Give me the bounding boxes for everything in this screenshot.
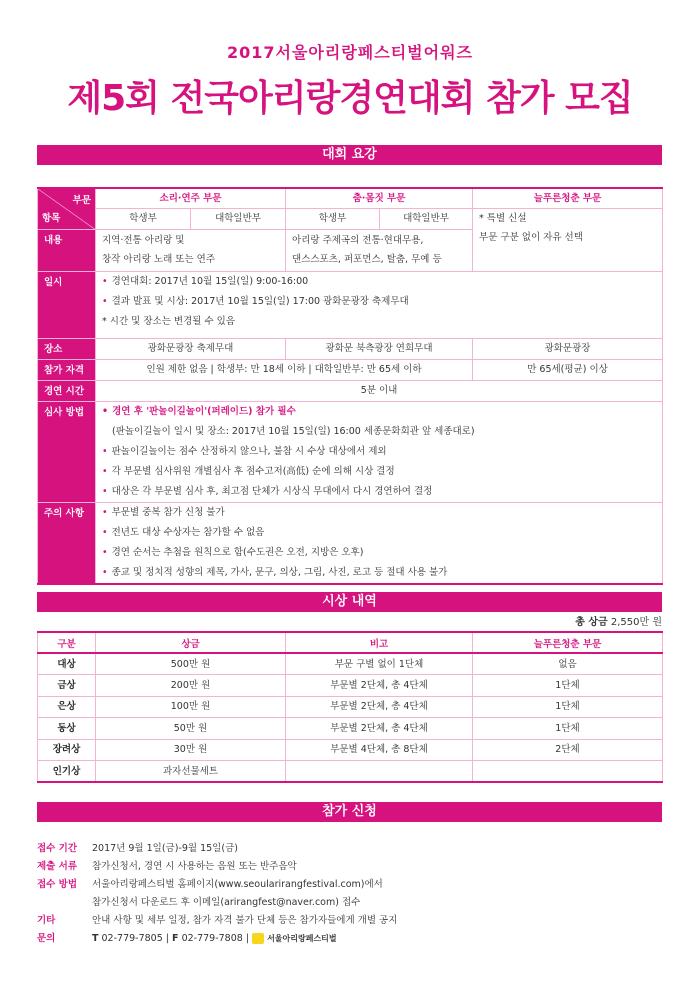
prize-cell: 부문 구별 없이 1단체 bbox=[286, 653, 473, 675]
page-title: 제5회 전국아리랑경연대회 참가 모집 bbox=[67, 78, 633, 119]
row-label: 접수 방법 bbox=[37, 879, 78, 890]
section-bar-apply: 참가 신청 bbox=[37, 802, 662, 822]
prize-row bbox=[38, 718, 663, 740]
judging-item: • 경연 후 '판놀이길놀이'(퍼레이드) 참가 필수 bbox=[102, 402, 656, 422]
date-item: • 경연대회: 2017년 10월 15일(일) 9:00-16:00 bbox=[102, 272, 656, 292]
note-item: • 부문별 중복 참가 신청 불가 bbox=[102, 503, 656, 523]
row-value: 2017년 9월 1일(금)-9월 15일(금) bbox=[92, 843, 238, 854]
col-header: 구분 bbox=[38, 632, 96, 653]
label-venue: 장소 bbox=[38, 338, 96, 359]
venue: 광화문광장 축제무대 bbox=[96, 338, 286, 359]
tel: 02-779-7805 bbox=[101, 933, 163, 944]
prize-cell: 과자선물세트 bbox=[96, 761, 286, 783]
special-note: 부문 구분 없이 자유 선택 bbox=[479, 232, 583, 243]
apply-row bbox=[37, 858, 397, 876]
prize-cell: 부문별 2단체, 총 4단체 bbox=[286, 675, 473, 697]
content-line: 댄스스포츠, 퍼포먼스, 탈춤, 무예 등 bbox=[292, 254, 442, 265]
fax-prefix: F bbox=[172, 933, 179, 944]
date-item: • 결과 발표 및 시상: 2017년 10월 15일(일) 17:00 광화문광장 축제무대 bbox=[102, 292, 656, 312]
col-header: 비고 bbox=[286, 632, 473, 653]
judging-item: • 각 부문별 심사위원 개별심사 후 점수고저(高低) 순에 의해 시상 결정 bbox=[102, 462, 656, 482]
content-line: 지역·전통 아리랑 및 bbox=[102, 235, 185, 246]
apply-row bbox=[37, 840, 397, 858]
prize-name: 대상 bbox=[38, 653, 96, 675]
prize-cell: 부문별 2단체, 총 4단체 bbox=[286, 718, 473, 740]
col-header: 늘푸른청춘 부문 bbox=[473, 632, 663, 653]
venue: 광화문광장 bbox=[473, 338, 663, 359]
prize-cell bbox=[286, 761, 473, 783]
subdiv: 대학일반부 bbox=[380, 209, 473, 230]
label-notes: 주의 사항 bbox=[38, 502, 96, 584]
eligibility: 만 65세(평균) 이상 bbox=[473, 359, 663, 380]
division-sound: 소리·연주 부문 bbox=[96, 188, 286, 209]
note-item: • 전년도 대상 수상자는 참가할 수 없음 bbox=[102, 523, 656, 543]
prize-cell: 1단체 bbox=[473, 696, 663, 718]
label-content: 내용 bbox=[38, 229, 96, 271]
prize-cell: 500만 원 bbox=[96, 653, 286, 675]
corner-division: 부문 bbox=[72, 195, 91, 206]
subdiv: 학생부 bbox=[286, 209, 380, 230]
prize-cell: 부문별 2단체, 총 4단체 bbox=[286, 696, 473, 718]
kakao-icon bbox=[252, 933, 264, 944]
prize-row bbox=[38, 739, 663, 761]
eligibility: 인원 제한 없음 | 학생부: 만 18세 이하 | 대학일반부: 만 65세 이하 bbox=[96, 359, 473, 380]
tel-prefix: T bbox=[92, 933, 99, 944]
note-item: • 종교 및 정치적 성향의 제목, 가사, 문구, 의상, 그림, 사진, 로고 등 절대 사용 불가 bbox=[102, 563, 656, 583]
prize-cell: 2단체 bbox=[473, 739, 663, 761]
row-label bbox=[37, 894, 92, 912]
row-label: 기타 bbox=[37, 915, 56, 926]
subdiv: 학생부 bbox=[96, 209, 191, 230]
label-time: 경연 시간 bbox=[38, 380, 96, 401]
corner-item: 항목 bbox=[42, 213, 61, 224]
prize-name: 은상 bbox=[38, 696, 96, 718]
total-label: 총 상금 bbox=[575, 617, 608, 628]
division-dance: 춤·몸짓 부문 bbox=[286, 188, 473, 209]
row-value: 안내 사항 및 세부 일정, 참가 자격 불가 단체 등은 참가자들에게 개별 공지 bbox=[92, 915, 398, 926]
prize-cell: 1단체 bbox=[473, 675, 663, 697]
prize-name: 금상 bbox=[38, 675, 96, 697]
date-note: * 시간 및 장소는 변경될 수 있음 bbox=[102, 315, 235, 327]
prize-name: 인기상 bbox=[38, 761, 96, 783]
row-label: 접수 기간 bbox=[37, 843, 78, 854]
note-item: • 경연 순서는 추첨을 원칙으로 함(수도권은 오전, 지방은 오후) bbox=[102, 543, 656, 563]
total-value: 2,550만 원 bbox=[610, 617, 662, 628]
prize-row bbox=[38, 761, 663, 783]
prize-cell: 50만 원 bbox=[96, 718, 286, 740]
prize-row bbox=[38, 653, 663, 675]
prize-name: 동상 bbox=[38, 718, 96, 740]
content-line: 창작 아리랑 노래 또는 연주 bbox=[102, 254, 216, 265]
subdiv: 대학일반부 bbox=[191, 209, 286, 230]
row-value: 참가신청서 다운로드 후 이메일(arirangfest@naver.com) 접수 bbox=[92, 897, 361, 908]
row-value: 서울아리랑페스티벌 홈페이지(www.seoularirangfestival.com)에서 bbox=[92, 879, 383, 890]
kakao-channel: 서울아리랑페스티벌 bbox=[267, 934, 337, 943]
col-header: 상금 bbox=[96, 632, 286, 653]
venue: 광화문 북측광장 연희무대 bbox=[286, 338, 473, 359]
apply-row bbox=[37, 894, 397, 912]
performance-time: 5분 이내 bbox=[96, 380, 663, 401]
apply-row bbox=[37, 912, 397, 930]
prize-cell: 30만 원 bbox=[96, 739, 286, 761]
prize-name: 장려상 bbox=[38, 739, 96, 761]
row-label: 제출 서류 bbox=[37, 861, 78, 872]
row-label: 문의 bbox=[37, 933, 56, 944]
prize-cell bbox=[473, 761, 663, 783]
row-value: 참가신청서, 경연 시 사용하는 음원 또는 반주음악 bbox=[92, 861, 297, 872]
judging-item: • 대상은 각 부문별 심사 후, 최고점 단체가 시상식 무대에서 다시 경연하여 결정 bbox=[102, 482, 656, 502]
prize-row bbox=[38, 696, 663, 718]
label-eligibility: 참가 자격 bbox=[38, 359, 96, 380]
prize-cell: 100만 원 bbox=[96, 696, 286, 718]
section-bar-prizes: 시상 내역 bbox=[37, 592, 662, 612]
label-date: 일시 bbox=[38, 271, 96, 338]
contact-values: T 02-779-7805 | F 02-779-7808 | 서울아리랑페스티벌 bbox=[92, 933, 337, 944]
prize-cell: 200만 원 bbox=[96, 675, 286, 697]
prize-cell: 없음 bbox=[473, 653, 663, 675]
corner-cell bbox=[38, 188, 96, 229]
prize-cell: 부문별 4단체, 총 8단체 bbox=[286, 739, 473, 761]
subtitle: 2017서울아리랑페스티벌어워즈 bbox=[226, 43, 473, 62]
apply-info bbox=[37, 840, 397, 948]
apply-row bbox=[37, 876, 397, 894]
overview-table bbox=[37, 187, 663, 585]
special-note: * 특별 신설 bbox=[479, 213, 527, 224]
contact-row bbox=[37, 930, 397, 948]
fax: 02-779-7808 bbox=[181, 933, 243, 944]
judging-item: (판놀이길놀이 일시 및 장소: 2017년 10월 15일(일) 16:00 세종문화회관 앞 세종대로) bbox=[112, 425, 475, 437]
prize-table bbox=[37, 631, 663, 783]
content-line: 아리랑 주제곡의 전통·현대무용, bbox=[292, 235, 424, 246]
prize-row bbox=[38, 675, 663, 697]
section-bar-overview: 대회 요강 bbox=[37, 145, 662, 165]
total-prize bbox=[575, 613, 662, 628]
judging-item: • 판놀이길놀이는 점수 산정하지 않으나, 불참 시 수상 대상에서 제외 bbox=[102, 442, 656, 462]
prize-cell: 1단체 bbox=[473, 718, 663, 740]
label-judging: 심사 방법 bbox=[38, 401, 96, 502]
division-senior: 늘푸른청춘 부문 bbox=[473, 188, 663, 209]
